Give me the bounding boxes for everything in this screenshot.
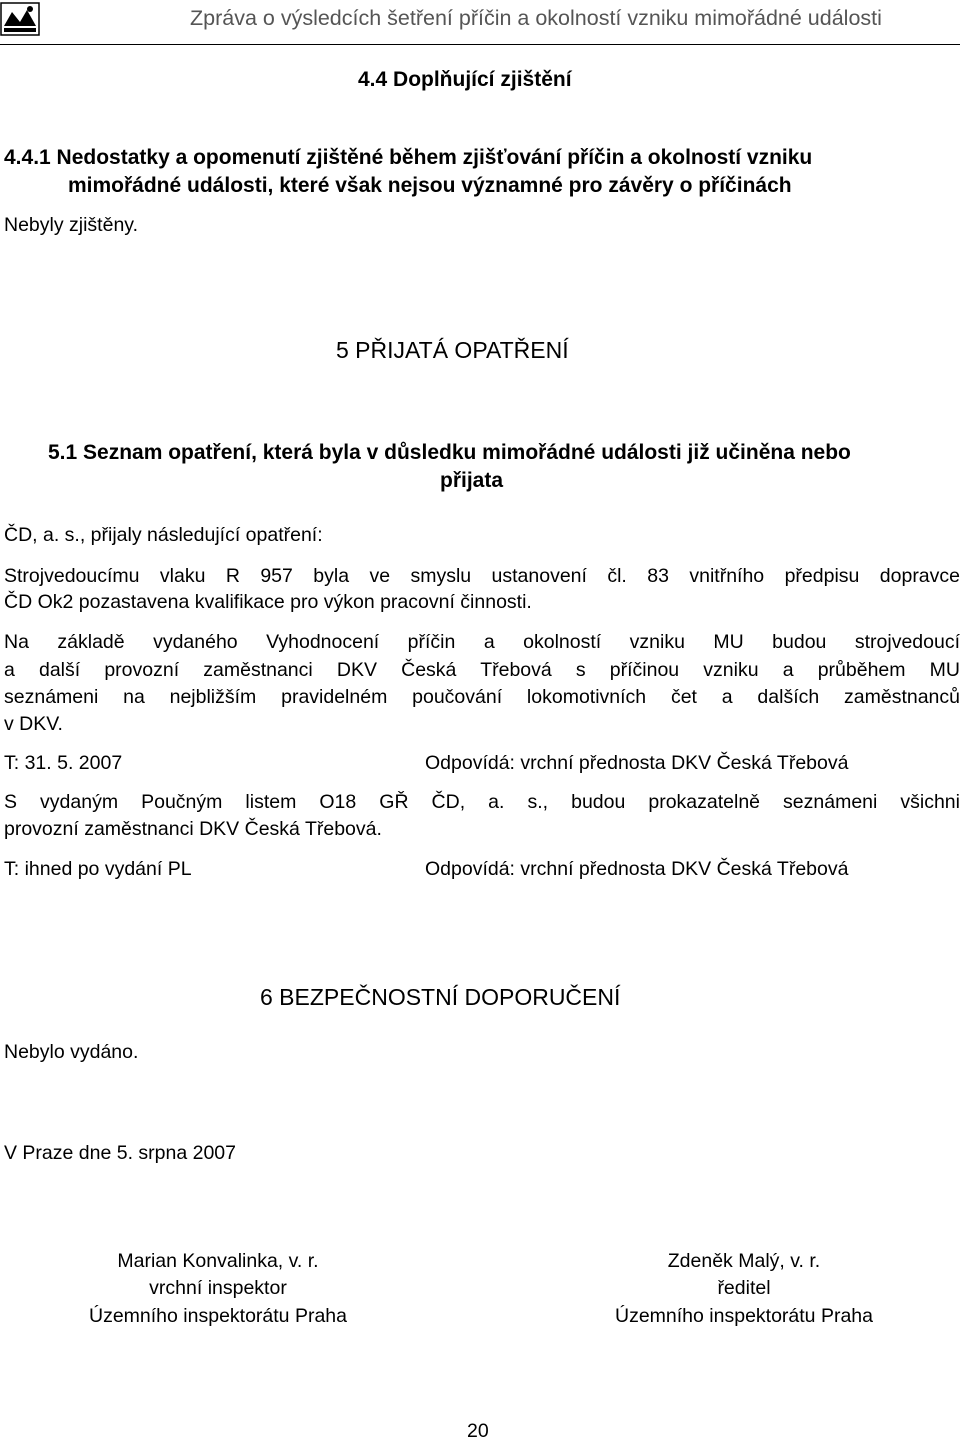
term-1: T: 31. 5. 2007 <box>4 752 123 774</box>
measure-2-line3: seznámeni na nejbližším pravidelném poučování lokomotivních čet a dalších zaměstnanců <box>4 686 960 708</box>
section-6-text: Nebylo vydáno. <box>4 1041 139 1063</box>
responsible-2: Odpovídá: vrchní přednosta DKV Česká Třebová <box>425 858 849 880</box>
section-4-4-1-text: Nebyly zjištěny. <box>4 214 139 236</box>
signer-1-name: Marian Konvalinka, v. r. <box>117 1250 319 1272</box>
measure-3-line1: S vydaným Poučným listem O18 GŘ ČD, a. s., budou prokazatelně seznámeni všichni <box>4 791 960 813</box>
measure-2-line2: a další provozní zaměstnanci DKV Česká Třebová s příčinou vzniku a průběhem MU <box>4 659 960 681</box>
signer-2-role: ředitel <box>717 1277 771 1299</box>
section-4-4-1-heading-line2: mimořádné události, které však nejsou významné pro závěry o příčinách <box>68 174 792 197</box>
measure-2-line1: Na základě vydaného Vyhodnocení příčin a okolností vzniku MU budou strojvedoucí <box>4 631 960 653</box>
section-4-4-heading: 4.4 Doplňující zjištění <box>358 68 572 91</box>
measures-intro: ČD, a. s., přijaly následující opatření: <box>4 524 323 546</box>
measure-2-line4: v DKV. <box>4 713 63 735</box>
term-2: T: ihned po vydání PL <box>4 858 192 880</box>
measure-1-line1: Strojvedoucímu vlaku R 957 byla ve smyslu ustanovení čl. 83 vnitřního předpisu dopravce <box>4 565 960 587</box>
measure-1-line2: ČD Ok2 pozastavena kvalifikace pro výkon pracovní činnosti. <box>4 591 532 613</box>
section-5-1-heading-line2: přijata <box>440 469 504 492</box>
responsible-1: Odpovídá: vrchní přednosta DKV Česká Třebová <box>425 752 849 774</box>
section-4-4-1-heading-line1: 4.4.1 Nedostatky a opomenutí zjištěné během zjišťování příčin a okolností vzniku <box>4 146 813 169</box>
signer-2-office: Územního inspektorátu Praha <box>615 1305 873 1327</box>
agency-logo-icon <box>0 2 40 36</box>
section-5-1-heading-line1: 5.1 Seznam opatření, která byla v důsledku mimořádné události již učiněna nebo <box>48 441 851 464</box>
signer-2-name: Zdeněk Malý, v. r. <box>667 1250 821 1272</box>
signer-1-role: vrchní inspektor <box>149 1277 287 1299</box>
document-title: Zpráva o výsledcích šetření příčin a okolností vzniku mimořádné události <box>190 6 882 30</box>
page-number: 20 <box>467 1420 489 1442</box>
section-6-heading: 6 BEZPEČNOSTNÍ DOPORUČENÍ <box>260 984 621 1010</box>
measure-3-line2: provozní zaměstnanci DKV Česká Třebová. <box>4 818 382 840</box>
place-and-date: V Praze dne 5. srpna 2007 <box>4 1142 236 1164</box>
signer-1-office: Územního inspektorátu Praha <box>89 1305 347 1327</box>
page-header <box>0 0 960 45</box>
section-5-heading: 5 PŘIJATÁ OPATŘENÍ <box>336 337 569 363</box>
